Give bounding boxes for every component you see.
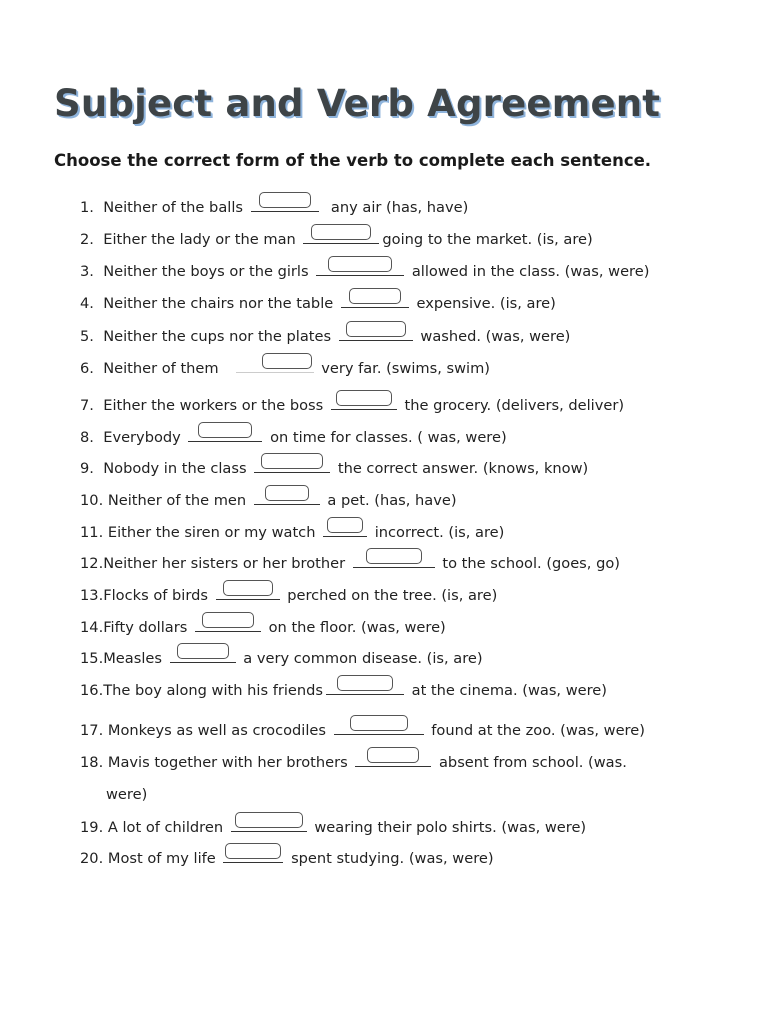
answer-blank[interactable] xyxy=(195,617,261,632)
question-text-after: at the cinema. (was, were) xyxy=(411,682,607,699)
question-text-before: Neither of the men xyxy=(107,492,247,509)
question-number: 19. xyxy=(80,819,104,836)
question-2 xyxy=(80,229,593,250)
answer-blank[interactable] xyxy=(303,229,379,244)
question-text-after: going to the market. (is, are) xyxy=(382,231,593,248)
question-text-after: perched on the tree. (is, are) xyxy=(287,587,498,604)
question-text-after: any air (has, have) xyxy=(330,199,469,216)
question-text-before: Either the siren or my watch xyxy=(107,524,316,541)
question-text-after: a very common disease. (is, are) xyxy=(243,650,483,667)
question-number: 11. xyxy=(80,524,104,541)
question-17 xyxy=(80,720,645,741)
question-text-before: Mavis together with her brothers xyxy=(107,754,348,771)
question-number: 1. xyxy=(80,199,94,216)
question-text-after: very far. (swims, swim) xyxy=(321,360,490,377)
question-20 xyxy=(80,848,494,869)
question-15 xyxy=(80,648,483,669)
answer-blank[interactable] xyxy=(188,427,262,442)
question-3 xyxy=(80,261,649,282)
question-text-before: Fifty dollars xyxy=(103,619,188,636)
answer-blank[interactable] xyxy=(170,648,236,663)
question-text-after: the grocery. (delivers, deliver) xyxy=(404,397,625,414)
question-14 xyxy=(80,617,446,638)
question-8 xyxy=(80,427,507,448)
question-text-after: absent from school. (was. xyxy=(438,754,627,771)
answer-blank[interactable] xyxy=(334,720,424,735)
answer-blank[interactable] xyxy=(216,585,280,600)
answer-blank[interactable] xyxy=(341,293,409,308)
answer-blank[interactable] xyxy=(339,326,413,341)
question-number: 7. xyxy=(80,397,94,414)
question-text-before: Most of my life xyxy=(107,850,216,867)
answer-blank[interactable] xyxy=(323,522,367,537)
question-text-after: on the floor. (was, were) xyxy=(268,619,446,636)
question-text-before: Either the lady or the man xyxy=(103,231,296,248)
question-number: 9. xyxy=(80,460,94,477)
answer-blank[interactable] xyxy=(326,680,404,695)
question-number: 12. xyxy=(80,555,104,572)
question-number: 20. xyxy=(80,850,104,867)
question-text-after: to the school. (goes, go) xyxy=(442,555,620,572)
question-7 xyxy=(80,395,624,416)
question-number: 13. xyxy=(80,587,104,604)
answer-blank[interactable] xyxy=(331,395,397,410)
question-text-after: incorrect. (is, are) xyxy=(374,524,505,541)
question-text-before: Neither the boys or the girls xyxy=(103,263,309,280)
answer-blank[interactable] xyxy=(353,553,435,568)
answer-blank[interactable] xyxy=(355,752,431,767)
question-18-continuation: were) xyxy=(106,786,148,803)
question-text-after: the correct answer. (knows, know) xyxy=(337,460,589,477)
question-1 xyxy=(80,197,468,218)
question-number: 15. xyxy=(80,650,104,667)
question-number: 16. xyxy=(80,682,104,699)
answer-blank[interactable] xyxy=(236,358,314,373)
worksheet-title: Subject and Verb Agreement xyxy=(54,82,661,125)
question-text-after: on time for classes. ( was, were) xyxy=(270,429,507,446)
question-number: 3. xyxy=(80,263,94,280)
question-text-before: Nobody in the class xyxy=(103,460,247,477)
question-19 xyxy=(80,817,586,838)
answer-blank[interactable] xyxy=(231,817,307,832)
question-13 xyxy=(80,585,497,606)
answer-blank[interactable] xyxy=(316,261,404,276)
question-text-before: Flocks of birds xyxy=(103,587,208,604)
question-number: 4. xyxy=(80,295,94,312)
question-text-before: Monkeys as well as crocodiles xyxy=(107,722,326,739)
question-text-before: Measles xyxy=(103,650,162,667)
answer-blank[interactable] xyxy=(251,197,319,212)
question-text-before: Either the workers or the boss xyxy=(103,397,324,414)
question-number: 5. xyxy=(80,328,94,345)
question-number: 18. xyxy=(80,754,104,771)
question-text-after: a pet. (has, have) xyxy=(327,492,457,509)
question-16 xyxy=(80,680,607,701)
question-number: 17. xyxy=(80,722,104,739)
question-text-after: spent studying. (was, were) xyxy=(291,850,494,867)
question-5 xyxy=(80,326,570,347)
question-text-after: washed. (was, were) xyxy=(420,328,571,345)
question-text-before: Neither of the balls xyxy=(103,199,243,216)
question-text-before: Neither of them xyxy=(103,360,219,377)
question-6 xyxy=(80,358,490,379)
question-4 xyxy=(80,293,556,314)
instructions: Choose the correct form of the verb to complete each sentence. xyxy=(54,151,652,170)
question-text-after: found at the zoo. (was, were) xyxy=(431,722,645,739)
question-number: 14. xyxy=(80,619,104,636)
question-number: 8. xyxy=(80,429,94,446)
question-text-after: allowed in the class. (was, were) xyxy=(411,263,650,280)
question-10 xyxy=(80,490,457,511)
question-number: 10. xyxy=(80,492,104,509)
question-text-before: Everybody xyxy=(103,429,181,446)
question-number: 2. xyxy=(80,231,94,248)
question-text-before: A lot of children xyxy=(107,819,224,836)
question-9 xyxy=(80,458,588,479)
question-11 xyxy=(80,522,504,543)
question-18 xyxy=(80,752,627,773)
question-number: 6. xyxy=(80,360,94,377)
answer-blank[interactable] xyxy=(254,458,330,473)
question-text-before: Neither the cups nor the plates xyxy=(103,328,332,345)
answer-blank[interactable] xyxy=(254,490,320,505)
question-text-before: The boy along with his friends xyxy=(103,682,323,699)
question-text-before: Neither the chairs nor the table xyxy=(103,295,334,312)
question-text-after: expensive. (is, are) xyxy=(416,295,556,312)
answer-blank[interactable] xyxy=(223,848,283,863)
question-text-after: wearing their polo shirts. (was, were) xyxy=(314,819,587,836)
question-text-before: Neither her sisters or her brother xyxy=(103,555,346,572)
question-12 xyxy=(80,553,620,574)
